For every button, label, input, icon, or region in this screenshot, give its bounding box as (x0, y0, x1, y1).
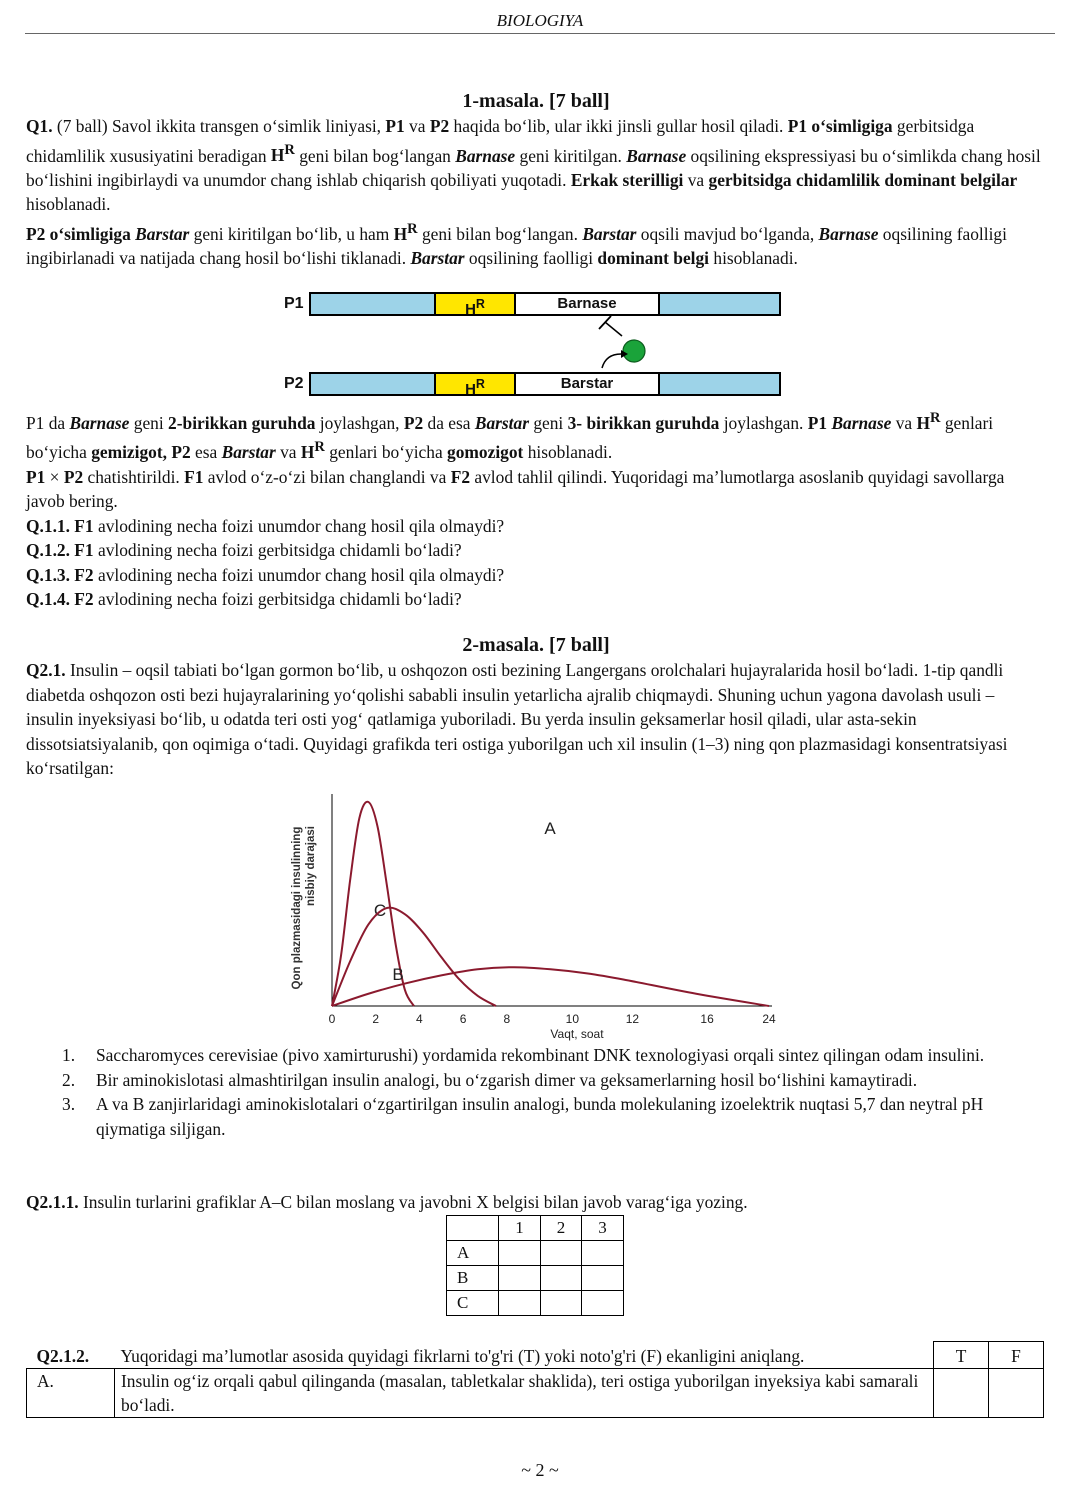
statement-label: A. (27, 1369, 115, 1418)
table-row (27, 1369, 1044, 1418)
series-line-b (332, 908, 496, 1006)
x-tick-label: 16 (700, 1012, 714, 1026)
table-row (447, 1291, 624, 1316)
question-1-2: Q.1.2. F1 avlodining necha foizi gerbitsidga chidamli bo‘ladi? (26, 540, 462, 561)
barstar-inhibition-arrow (590, 316, 660, 372)
true-false-table (26, 1341, 1044, 1418)
series-label-a: A (544, 819, 556, 838)
p2-flank-left (311, 374, 434, 394)
table-corner-cell (447, 1216, 499, 1241)
p1-flank-left (311, 294, 434, 314)
problem-2-title: 2-masala. [7 ball] (462, 634, 610, 656)
t-column-header: T (934, 1342, 989, 1369)
q2-1-1-question (26, 1190, 1046, 1215)
list-item (62, 1043, 1042, 1068)
list-item-text: Bir aminokislotasi almashtirilgan insulin analogi, bu o‘zgarish dimer va geksamerlarning hosil bo‘lishini kamaytiradi. (96, 1069, 918, 1090)
q1-intro: Q1. (7 ball) Savol ikkita transgen o‘simlik liniyasi, P1 va P2 haqida bo‘lib, ular ikki jinsli gullar hosil qiladi. P1 o‘simligiga gerbitsidga chidamlilik xususiyatini beradigan $H^R$ geni bilan bog‘langan Barnase geni kiritilgan. Barnase oqsilining ekspressiyasi bu o‘simlikda chang hosil bo‘lishini ingibirlaydi va unumdor chang ishlab chiqarish qobiliyati yuqotadi. Erkak sterilligi va gerbitsidga chidamlilik dominant belgilar hisoblanadi. (26, 116, 1041, 215)
tf-question-label: Q2.1.2. (36, 1345, 90, 1366)
y-axis-label: Qon plazmasidagi insulinning (291, 826, 303, 990)
q1-p2-description: P2 o‘simligiga Barstar geni kiritilgan bo‘lib, u ham $H^R$ geni bilan bog‘langan. Barstar oqsili mavjud bo‘lganda, Barnase oqsilining faolligi ingibirlanadi va natijada chang hosil bo‘lishi tiklanadi. Barstar oqsilining faolligi dominant belgi hisoblanadi. (26, 220, 1007, 269)
x-tick-label: 2 (372, 1012, 380, 1026)
answer-cell[interactable] (541, 1241, 582, 1266)
f-column-header: F (989, 1342, 1044, 1369)
col-header-2: 2 (541, 1216, 582, 1241)
list-item-number: 2. (62, 1069, 76, 1090)
p1-barnase-gene: Barnase (516, 294, 658, 314)
question-1-4: Q.1.4. F2 avlodining necha foizi gerbitsidga chidamli bo‘ladi? (26, 589, 462, 610)
x-tick-label: 24 (762, 1012, 776, 1026)
x-tick-label: 12 (625, 1012, 640, 1026)
table-row (447, 1241, 624, 1266)
problem-1-questions (26, 406, 1046, 612)
list-item-text: A va B zanjirlaridagi aminokislotalari o‘zgartirilgan insulin analogi, bunda molekulaning izoelektrik nuqtasi 5,7 dan neytral pH qiymatiga siljigan. (96, 1094, 984, 1139)
insulin-concentration-chart (280, 790, 790, 1042)
row-header-b: B (447, 1266, 499, 1291)
table-row (27, 1342, 1044, 1369)
statement-text: Insulin og‘iz orqali qabul qilinganda (masalan, tabletkalar shaklida), teri ostiga yuborilgan inyeksiya kabi samarali bo‘ladi. (115, 1369, 934, 1418)
list-item-number: 3. (62, 1094, 76, 1114)
tf-question-text: Yuqoridagi ma’lumotlar asosida quyidagi fikrlarni to'g'ri (T) yoki noto'g'ri (F) ekanligini aniqlang. (120, 1345, 805, 1366)
page-number: ~ 2 ~ (521, 1460, 559, 1480)
t-answer-cell[interactable] (934, 1369, 989, 1418)
list-item-text: Saccharomyces cerevisiae (pivo xamirturushi) yordamida rekombinant DNK texnologiyasi orqali sintez qilingan odam insulini. (96, 1045, 985, 1065)
page-header (25, 8, 1055, 34)
p2-flank-right (658, 374, 779, 394)
problem-2-text (26, 632, 1046, 781)
answer-cell[interactable] (499, 1266, 541, 1291)
x-tick-label: 0 (328, 1012, 336, 1026)
answer-cell[interactable] (541, 1266, 582, 1291)
p2-chromosome-bar (309, 372, 781, 396)
matching-answer-table (446, 1215, 624, 1316)
x-tick-label: 8 (503, 1012, 511, 1026)
barstar-protein-dot (623, 340, 645, 362)
answer-cell[interactable] (582, 1266, 624, 1291)
x-tick-label: 4 (416, 1012, 423, 1026)
x-tick-label: 6 (459, 1012, 467, 1026)
p2-hr-gene: $H^R$ (434, 374, 516, 394)
header-title: BIOLOGIYA (496, 11, 584, 30)
f-answer-cell[interactable] (989, 1369, 1044, 1418)
answer-cell[interactable] (582, 1291, 624, 1316)
col-header-3: 3 (582, 1216, 624, 1241)
q1-cross-text: P1 × P2 chatishtirildi. F1 avlod o‘z-o‘zi bilan changlandi va F2 avlod tahlil qilindi. Yuqoridagi ma’lumotlarga asoslanib quyidagi savollarga javob bering. (26, 466, 1005, 512)
answer-cell[interactable] (541, 1291, 582, 1316)
question-2-1-1: Q2.1.1. Insulin turlarini grafiklar A–C bilan moslang va javobni X belgisi bilan javob varag‘iga yozing. (26, 1192, 748, 1212)
list-item-number: 1. (62, 1045, 76, 1065)
p2-label: P2 (284, 375, 304, 392)
insulin-types-list (62, 1043, 1042, 1141)
x-tick-label: 10 (565, 1012, 580, 1026)
p1-label: P1 (284, 295, 304, 312)
list-item (62, 1068, 1042, 1093)
p2-barstar-gene: Barstar (516, 374, 658, 394)
answer-cell[interactable] (499, 1291, 541, 1316)
series-label-b: B (392, 965, 404, 984)
p1-chromosome-bar (309, 292, 781, 316)
x-axis-label: Vaqt, soat (550, 1027, 604, 1041)
y-axis-label-line2: nisbiy darajasi (305, 826, 317, 906)
p1-hr-gene: $H^R$ (434, 294, 516, 314)
question-1-3: Q.1.3. F2 avlodining necha foizi unumdor chang hosil qila olmaydi? (26, 564, 505, 585)
answer-cell[interactable] (499, 1241, 541, 1266)
q1-linkage-text: P1 da Barnase geni 2-birikkan guruhda joylashgan, P2 da esa Barstar geni 3- birikkan guruhda joylashgan. P1 Barnase va $H^R$ genlari bo‘yicha gemizigot, P2 esa Barstar va $H^R$ genlari bo‘yicha gomozigot hisoblanadi. (26, 410, 994, 463)
table-row (447, 1266, 624, 1291)
problem-1-text (26, 88, 1046, 271)
problem-1-title: 1-masala. [7 ball] (462, 90, 610, 112)
answer-cell[interactable] (582, 1241, 624, 1266)
col-header-1: 1 (499, 1216, 541, 1241)
list-item (62, 1092, 1042, 1141)
question-1-1: Q.1.1. F1 avlodining necha foizi unumdor chang hosil qila olmaydi? (26, 515, 505, 536)
series-label-c: C (373, 901, 387, 920)
p1-flank-right (658, 294, 779, 314)
q2-1-intro: Q2.1. Insulin – oqsil tabiati bo‘lgan gormon bo‘lib, u oshqozon osti bezining Langergans orolchalari hujayralarida hosil bo‘ladi. 1-tip qandli diabetda oshqozon osti bezi hujayralarining yo‘qolishi sababli insulin yetarlicha ajralib chiqmaydi. Shuning uchun yagona davolash usuli – insulin inyeksiyasi bo‘lib, u odatda teri osti yog‘ qatlamiga yuboriladi. Bu yerda insulin geksamerlar hosil qiladi, ular asta-sekin dissotsiatsiyalanib, qon oqimiga o‘tadi. Quyidagi grafikda teri ostiga yuborilgan uch xil insulin (1–3) ning qon plazmasidagi konsentratsiyasi ko‘rsatilgan: (26, 660, 1008, 778)
row-header-c: C (447, 1291, 499, 1316)
row-header-a: A (447, 1241, 499, 1266)
